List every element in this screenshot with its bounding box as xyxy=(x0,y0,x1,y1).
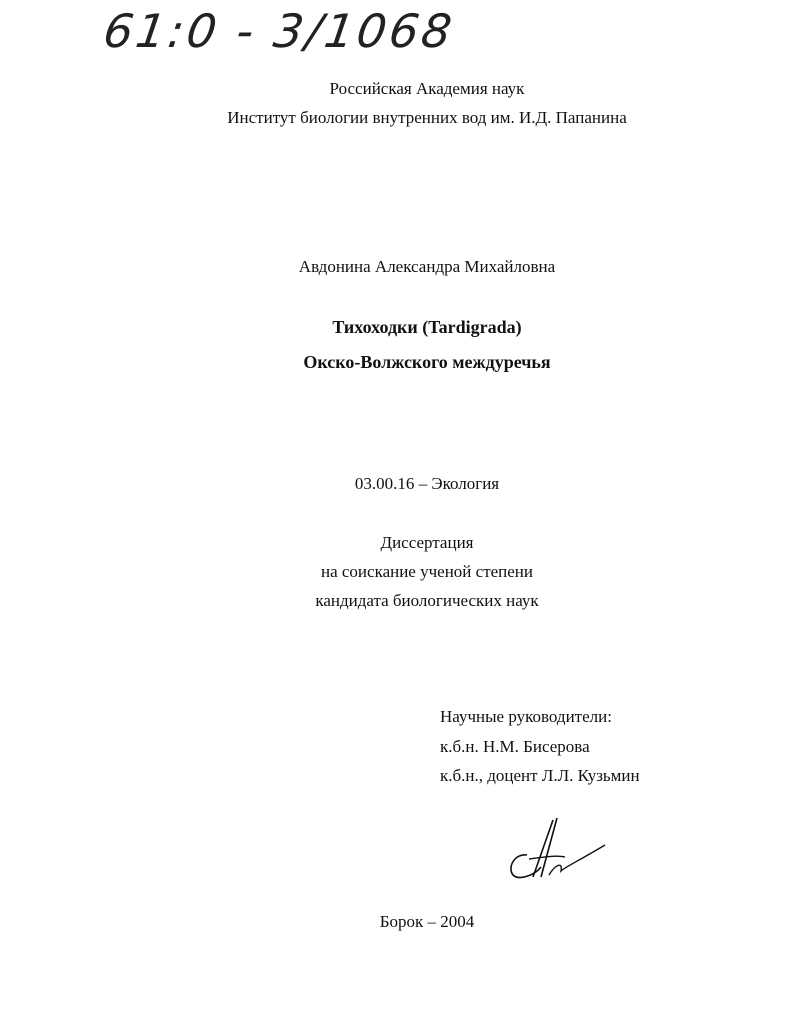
degree-line-3: кандидата биологических наук xyxy=(315,591,539,610)
title-line-1: Тихоходки (Tardigrada) xyxy=(332,317,522,337)
specialty: 03.00.16 – Экология xyxy=(354,474,500,493)
supervisor-1: к.б.н. Н.М. Бисерова xyxy=(440,737,590,756)
place-year: Борок – 2004 xyxy=(379,912,475,931)
institute-name: Институт биологии внутренних вод им. И.Д. Папанина xyxy=(227,108,627,127)
author-name: Авдонина Александра Михайловна xyxy=(298,257,556,276)
signature xyxy=(505,815,610,885)
supervisors-label: Научные руководители: xyxy=(440,707,612,726)
degree-line-2: на соискание ученой степени xyxy=(320,562,534,581)
academy-name: Российская Академия наук xyxy=(329,79,525,98)
supervisor-2: к.б.н., доцент Л.Л. Кузьмин xyxy=(440,766,640,785)
handwritten-archive-number: 61:0 - 3/1068 xyxy=(100,4,458,58)
degree-line-1: Диссертация xyxy=(380,533,474,552)
title-line-2: Окско-Волжского междуречья xyxy=(303,352,551,372)
